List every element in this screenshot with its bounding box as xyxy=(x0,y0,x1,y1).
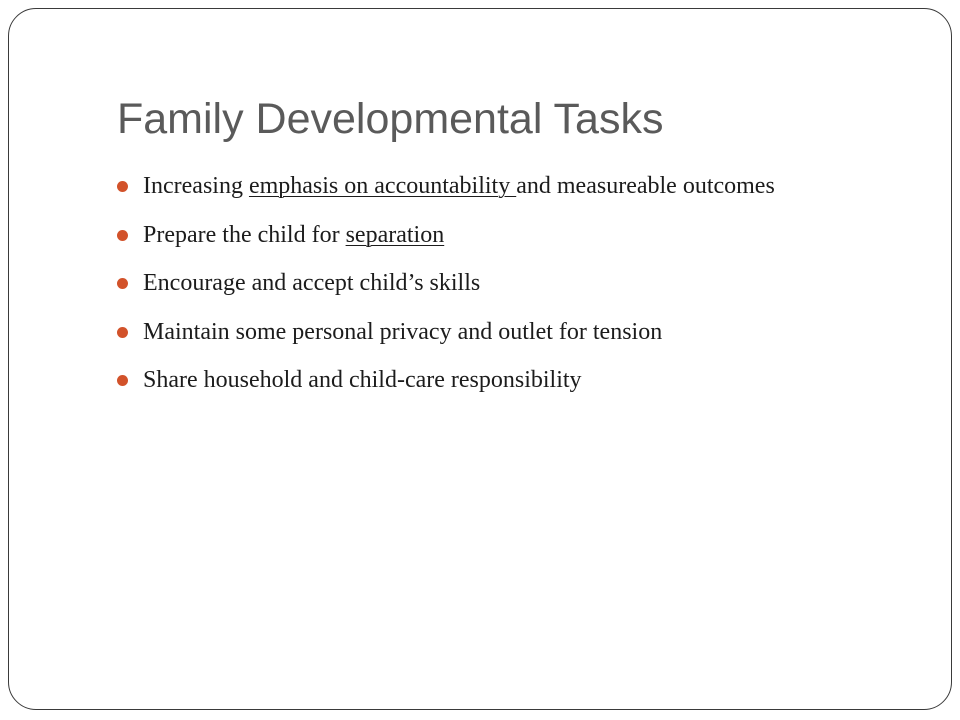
bullet-dot-icon xyxy=(117,278,128,289)
bullet-item-4 xyxy=(115,315,835,349)
bullet-text: Increasing xyxy=(143,173,249,199)
bullet-item-5 xyxy=(115,363,835,397)
bullet-text: Encourage and accept child’s skills xyxy=(143,270,481,296)
bullet-underlined-text: separation xyxy=(345,221,445,248)
bullet-item-1 xyxy=(115,169,835,203)
bullet-list xyxy=(115,169,835,412)
bullet-text: and measureable outcomes xyxy=(516,173,775,199)
slide-frame xyxy=(8,8,952,710)
bullet-dot-icon xyxy=(117,375,128,386)
bullet-text: Maintain some personal privacy and outlet for tension xyxy=(143,318,663,345)
bullet-dot-icon xyxy=(117,230,128,241)
slide-title: Family Developmental Tasks xyxy=(117,95,664,143)
bullet-dot-icon xyxy=(117,327,128,338)
bullet-text: Share household and child-care responsibility xyxy=(143,367,582,393)
bullet-item-3 xyxy=(115,266,835,300)
bullet-dot-icon xyxy=(117,181,128,192)
bullet-underlined-text: emphasis on accountability xyxy=(248,173,517,199)
bullet-text: Prepare the child for xyxy=(143,221,346,248)
bullet-item-2 xyxy=(115,218,835,252)
